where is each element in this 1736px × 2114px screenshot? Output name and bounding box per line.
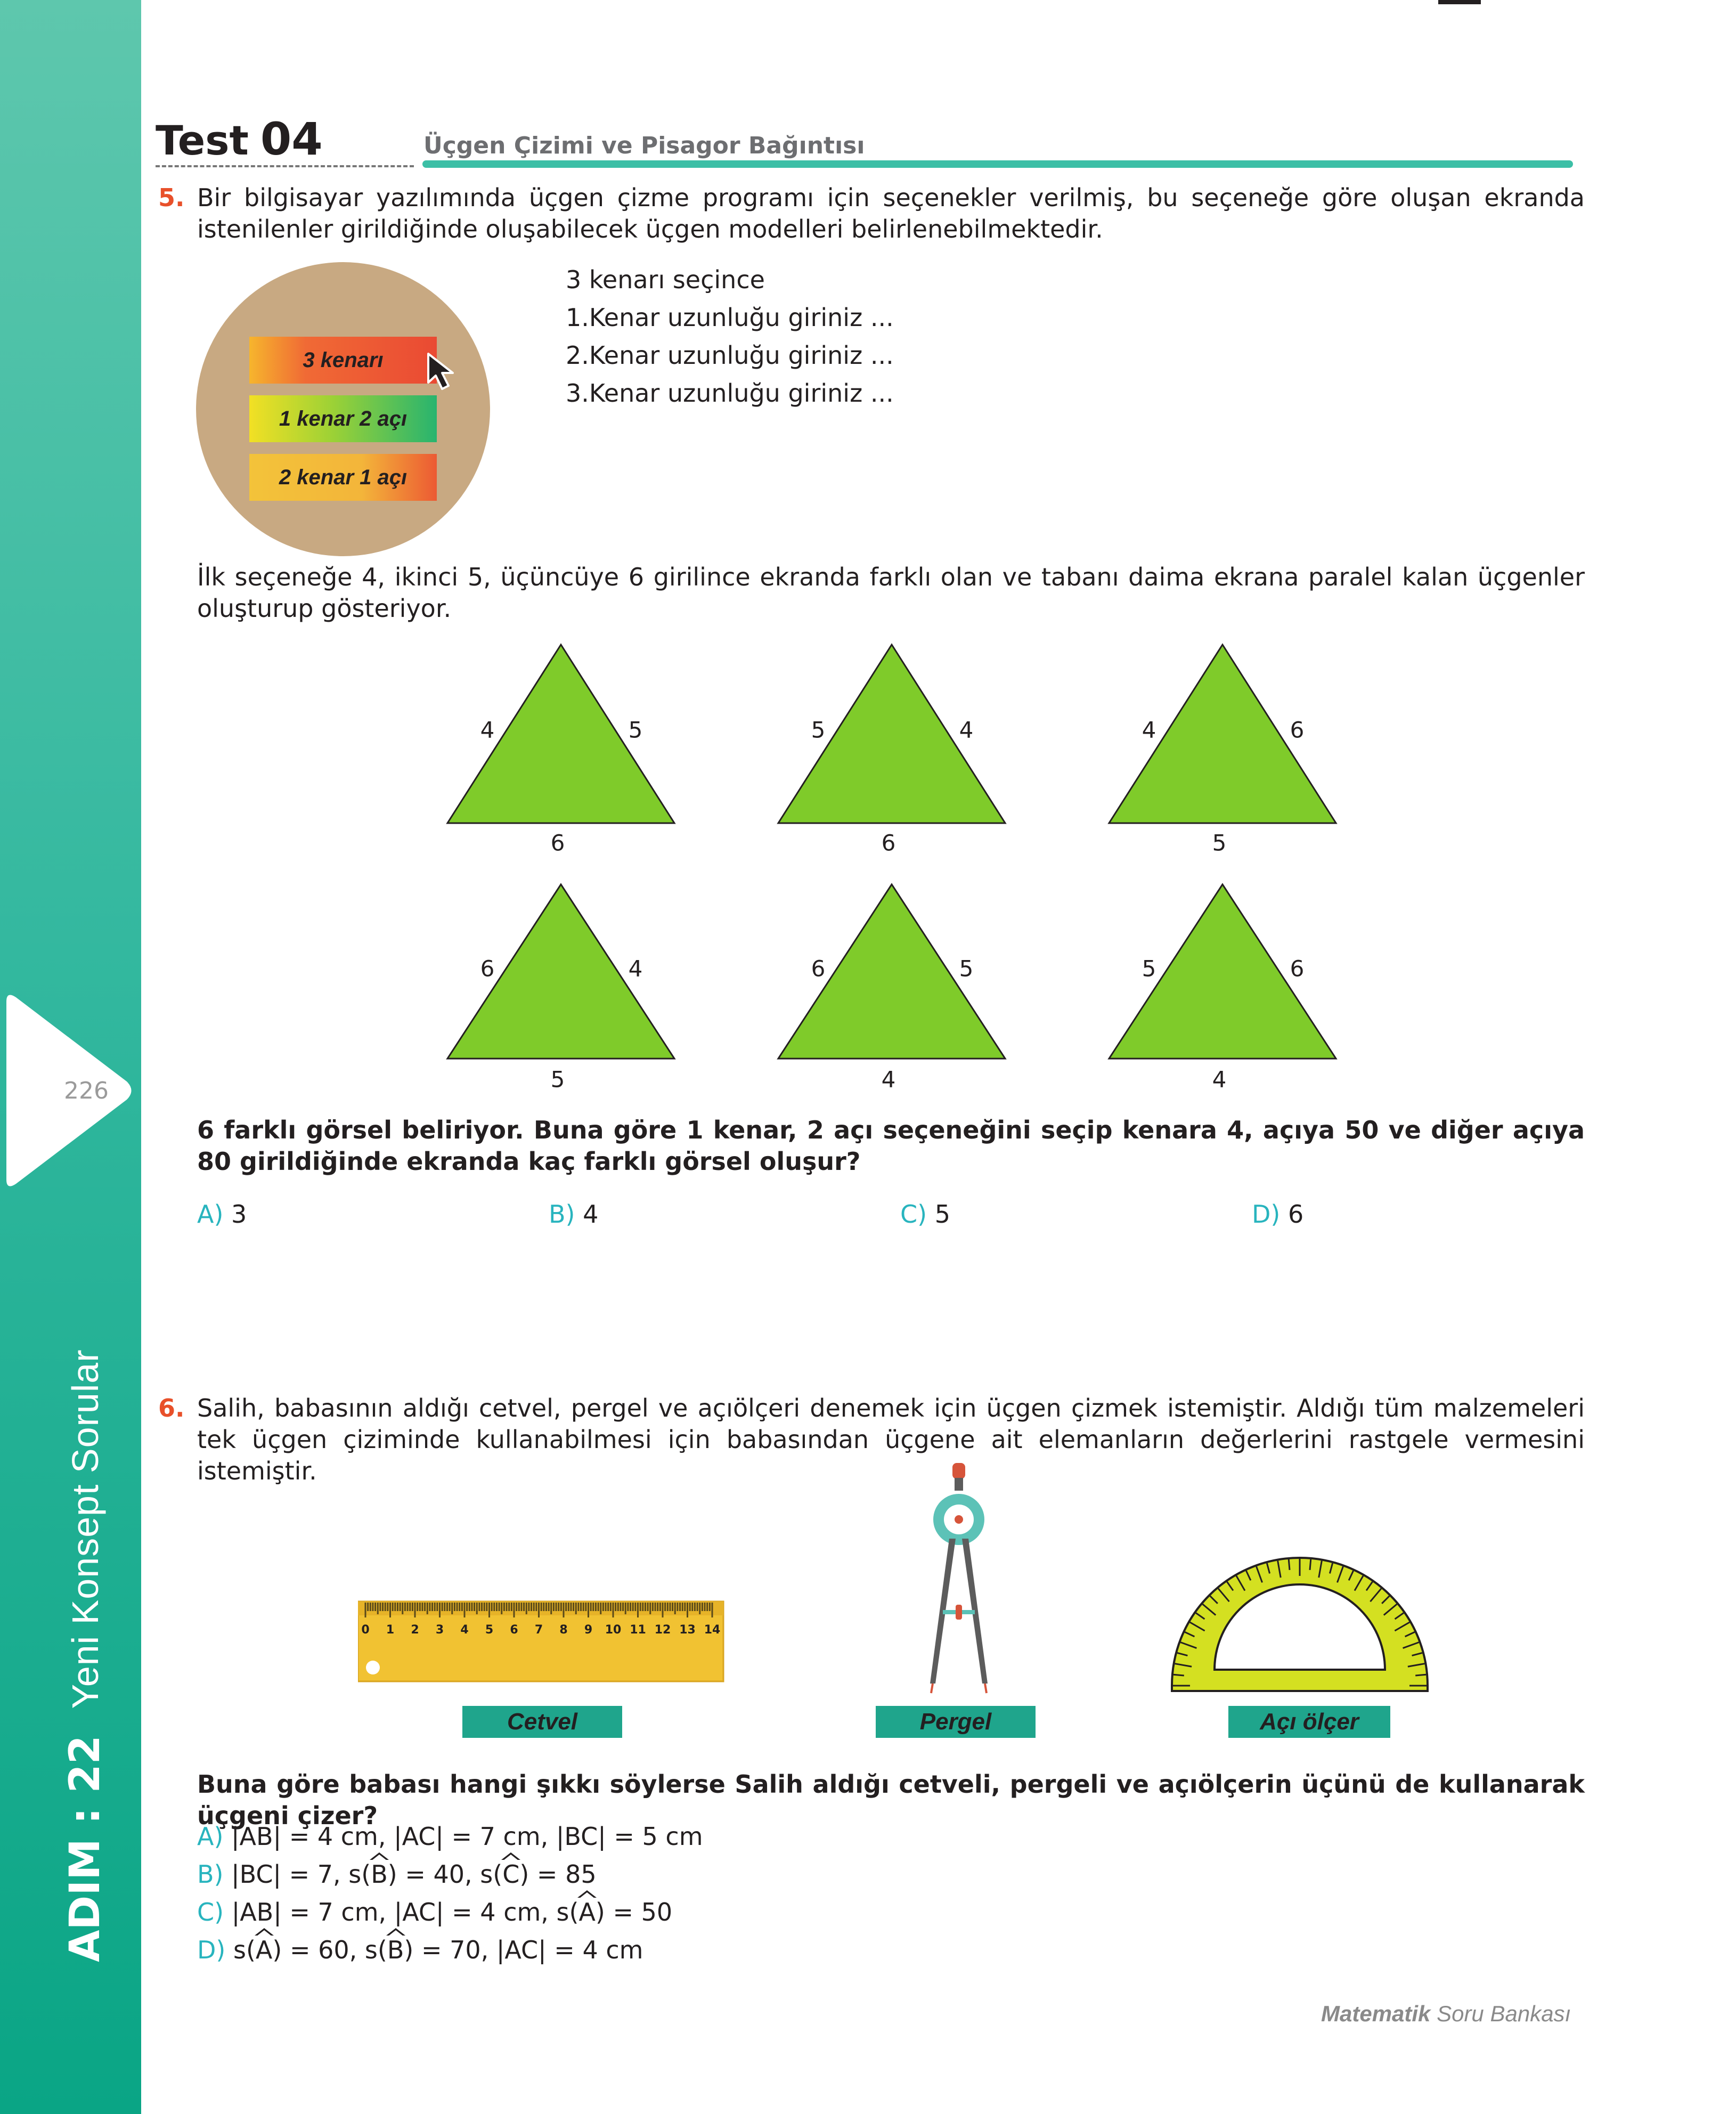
question-6-prompt: Buna göre babası hangi şıkkı söylerse Salih aldığı cetveli, pergeli ve açıölçerin üçünü de kullanarak üçgeni çizer? xyxy=(197,1770,1585,1830)
triangle-6-left: 5 xyxy=(1142,955,1156,982)
menu-option-3-sides[interactable]: 3 kenarı xyxy=(249,337,437,384)
triangle-5-base: 4 xyxy=(881,1066,896,1093)
protractor-tick xyxy=(1415,1674,1426,1676)
q5-option-c[interactable]: C) 5 xyxy=(900,1200,950,1229)
page-number: 226 xyxy=(64,1077,109,1104)
triangle-1-right: 5 xyxy=(628,717,643,743)
protractor-tick xyxy=(1289,1559,1290,1570)
ruler-icon xyxy=(358,1598,726,1684)
tool-label-protractor: Açı ölçer xyxy=(1228,1706,1390,1738)
triangle-4-base: 5 xyxy=(550,1066,565,1093)
triangle-5-right: 5 xyxy=(959,955,974,982)
question-6-intro: Salih, babasının aldığı cetvel, pergel ve açıölçeri denemek için üçgen çizmek istemiştir. Aldığı tüm malzemeleri tek üçgen çiziminde kullanabilmesi için babasından üçgene ait elemanların değerlerini rastgele vermesini istemiştir. xyxy=(197,1394,1585,1485)
triangle-3-right: 6 xyxy=(1290,717,1305,743)
question-5-number: 5. xyxy=(158,183,185,212)
ruler-tick-label: 6 xyxy=(510,1623,518,1637)
q6-option-d[interactable]: D) s(A) = 60, s(B) = 70, |AC| = 4 cm xyxy=(197,1936,643,1964)
triangle-4-left: 6 xyxy=(480,955,495,982)
step-label: ADIM : 22 xyxy=(61,1735,109,1962)
triangle-1-base: 6 xyxy=(550,830,565,856)
ruler-tick-label: 2 xyxy=(411,1623,419,1637)
compass-icon xyxy=(906,1460,1012,1694)
triangle-1-left: 4 xyxy=(480,717,495,743)
triangle-2-left: 5 xyxy=(811,717,826,743)
footer-brand: Matematik Soru Bankası xyxy=(1321,2001,1571,2026)
triangle-2-base: 6 xyxy=(881,830,896,856)
triangle-2-right: 4 xyxy=(959,717,974,743)
ruler-tick-label: 4 xyxy=(460,1623,469,1637)
ruler-tick-label: 10 xyxy=(605,1623,622,1637)
protractor-tick xyxy=(1310,1559,1311,1570)
protractor-icon xyxy=(1167,1542,1433,1696)
q6-option-a[interactable]: A) |AB| = 4 cm, |AC| = 7 cm, |BC| = 5 cm xyxy=(197,1822,703,1851)
ruler-tick-label: 0 xyxy=(361,1623,370,1637)
ruler-tick-label: 14 xyxy=(704,1623,721,1637)
ruler-tick-label: 9 xyxy=(584,1623,593,1637)
triangle-5-left: 6 xyxy=(811,955,826,982)
ruler-tick-label: 13 xyxy=(679,1623,696,1637)
q5-option-a[interactable]: A) 3 xyxy=(197,1200,247,1229)
q5-option-b[interactable]: B) 4 xyxy=(549,1200,599,1229)
triangle-3-left: 4 xyxy=(1142,717,1156,743)
ruler-tick-label: 12 xyxy=(654,1623,671,1637)
triangle-3-base: 5 xyxy=(1212,830,1227,856)
ruler-tick-label: 11 xyxy=(630,1623,646,1637)
question-5-explanation: İlk seçeneğe 4, ikinci 5, üçüncüye 6 girilince ekranda farklı olan ve tabanı daima ekrana paralel kalan üçgenler oluşturup gösteriyor. xyxy=(197,563,1585,623)
ruler-tick-label: 3 xyxy=(435,1623,444,1637)
series-title: Yeni Konsept Sorular xyxy=(64,1349,106,1709)
question-6-number: 6. xyxy=(158,1394,185,1422)
question-5-intro: Bir bilgisayar yazılımında üçgen çizme programı için seçenekler verilmiş, bu seçeneğe göre oluşan ekranda istenilenler girildiğinde oluşabilecek üçgen modelleri belirlenebilmektedir. xyxy=(197,183,1585,243)
step-line: 3.Kenar uzunluğu giriniz ... xyxy=(566,379,894,408)
q5-option-d[interactable]: D) 6 xyxy=(1252,1200,1304,1229)
menu-option-2-sides-1-angle[interactable]: 2 kenar 1 açı xyxy=(249,454,437,501)
question-5-prompt: 6 farklı görsel beliriyor. Buna göre 1 kenar, 2 açı seçeneğini seçip kenara 4, açıya 50 ve diğer açıya 80 girildiğinde ekranda kaç farklı görsel oluşur? xyxy=(197,1116,1585,1176)
step-line: 2.Kenar uzunluğu giriniz ... xyxy=(566,341,894,370)
tool-label-ruler: Cetvel xyxy=(462,1706,622,1738)
ruler-tick-label: 5 xyxy=(485,1623,494,1637)
ruler-tick-label: 7 xyxy=(534,1623,543,1637)
test-subtitle: Üçgen Çizimi ve Pisagor Bağıntısı xyxy=(423,132,865,159)
step-line: 3 kenarı seçince xyxy=(566,265,765,294)
step-line: 1.Kenar uzunluğu giriniz ... xyxy=(566,303,894,332)
menu-option-1-side-2-angles[interactable]: 1 kenar 2 açı xyxy=(249,395,437,442)
triangle-6-right: 6 xyxy=(1290,955,1305,982)
q6-option-c[interactable]: C) |AB| = 7 cm, |AC| = 4 cm, s(A) = 50 xyxy=(197,1898,673,1926)
ruler-tick-label: 1 xyxy=(386,1623,395,1637)
test-title: Test 04 xyxy=(156,113,323,165)
tool-label-compass: Pergel xyxy=(876,1706,1036,1738)
ruler-tick-label: 8 xyxy=(559,1623,568,1637)
test-number: 04 xyxy=(260,113,323,165)
triangle-4-right: 4 xyxy=(628,955,643,982)
triangle-6-base: 4 xyxy=(1212,1066,1227,1093)
protractor-tick xyxy=(1173,1674,1184,1676)
q6-option-b[interactable]: B) |BC| = 7, s(B) = 40, s(C) = 85 xyxy=(197,1860,597,1889)
